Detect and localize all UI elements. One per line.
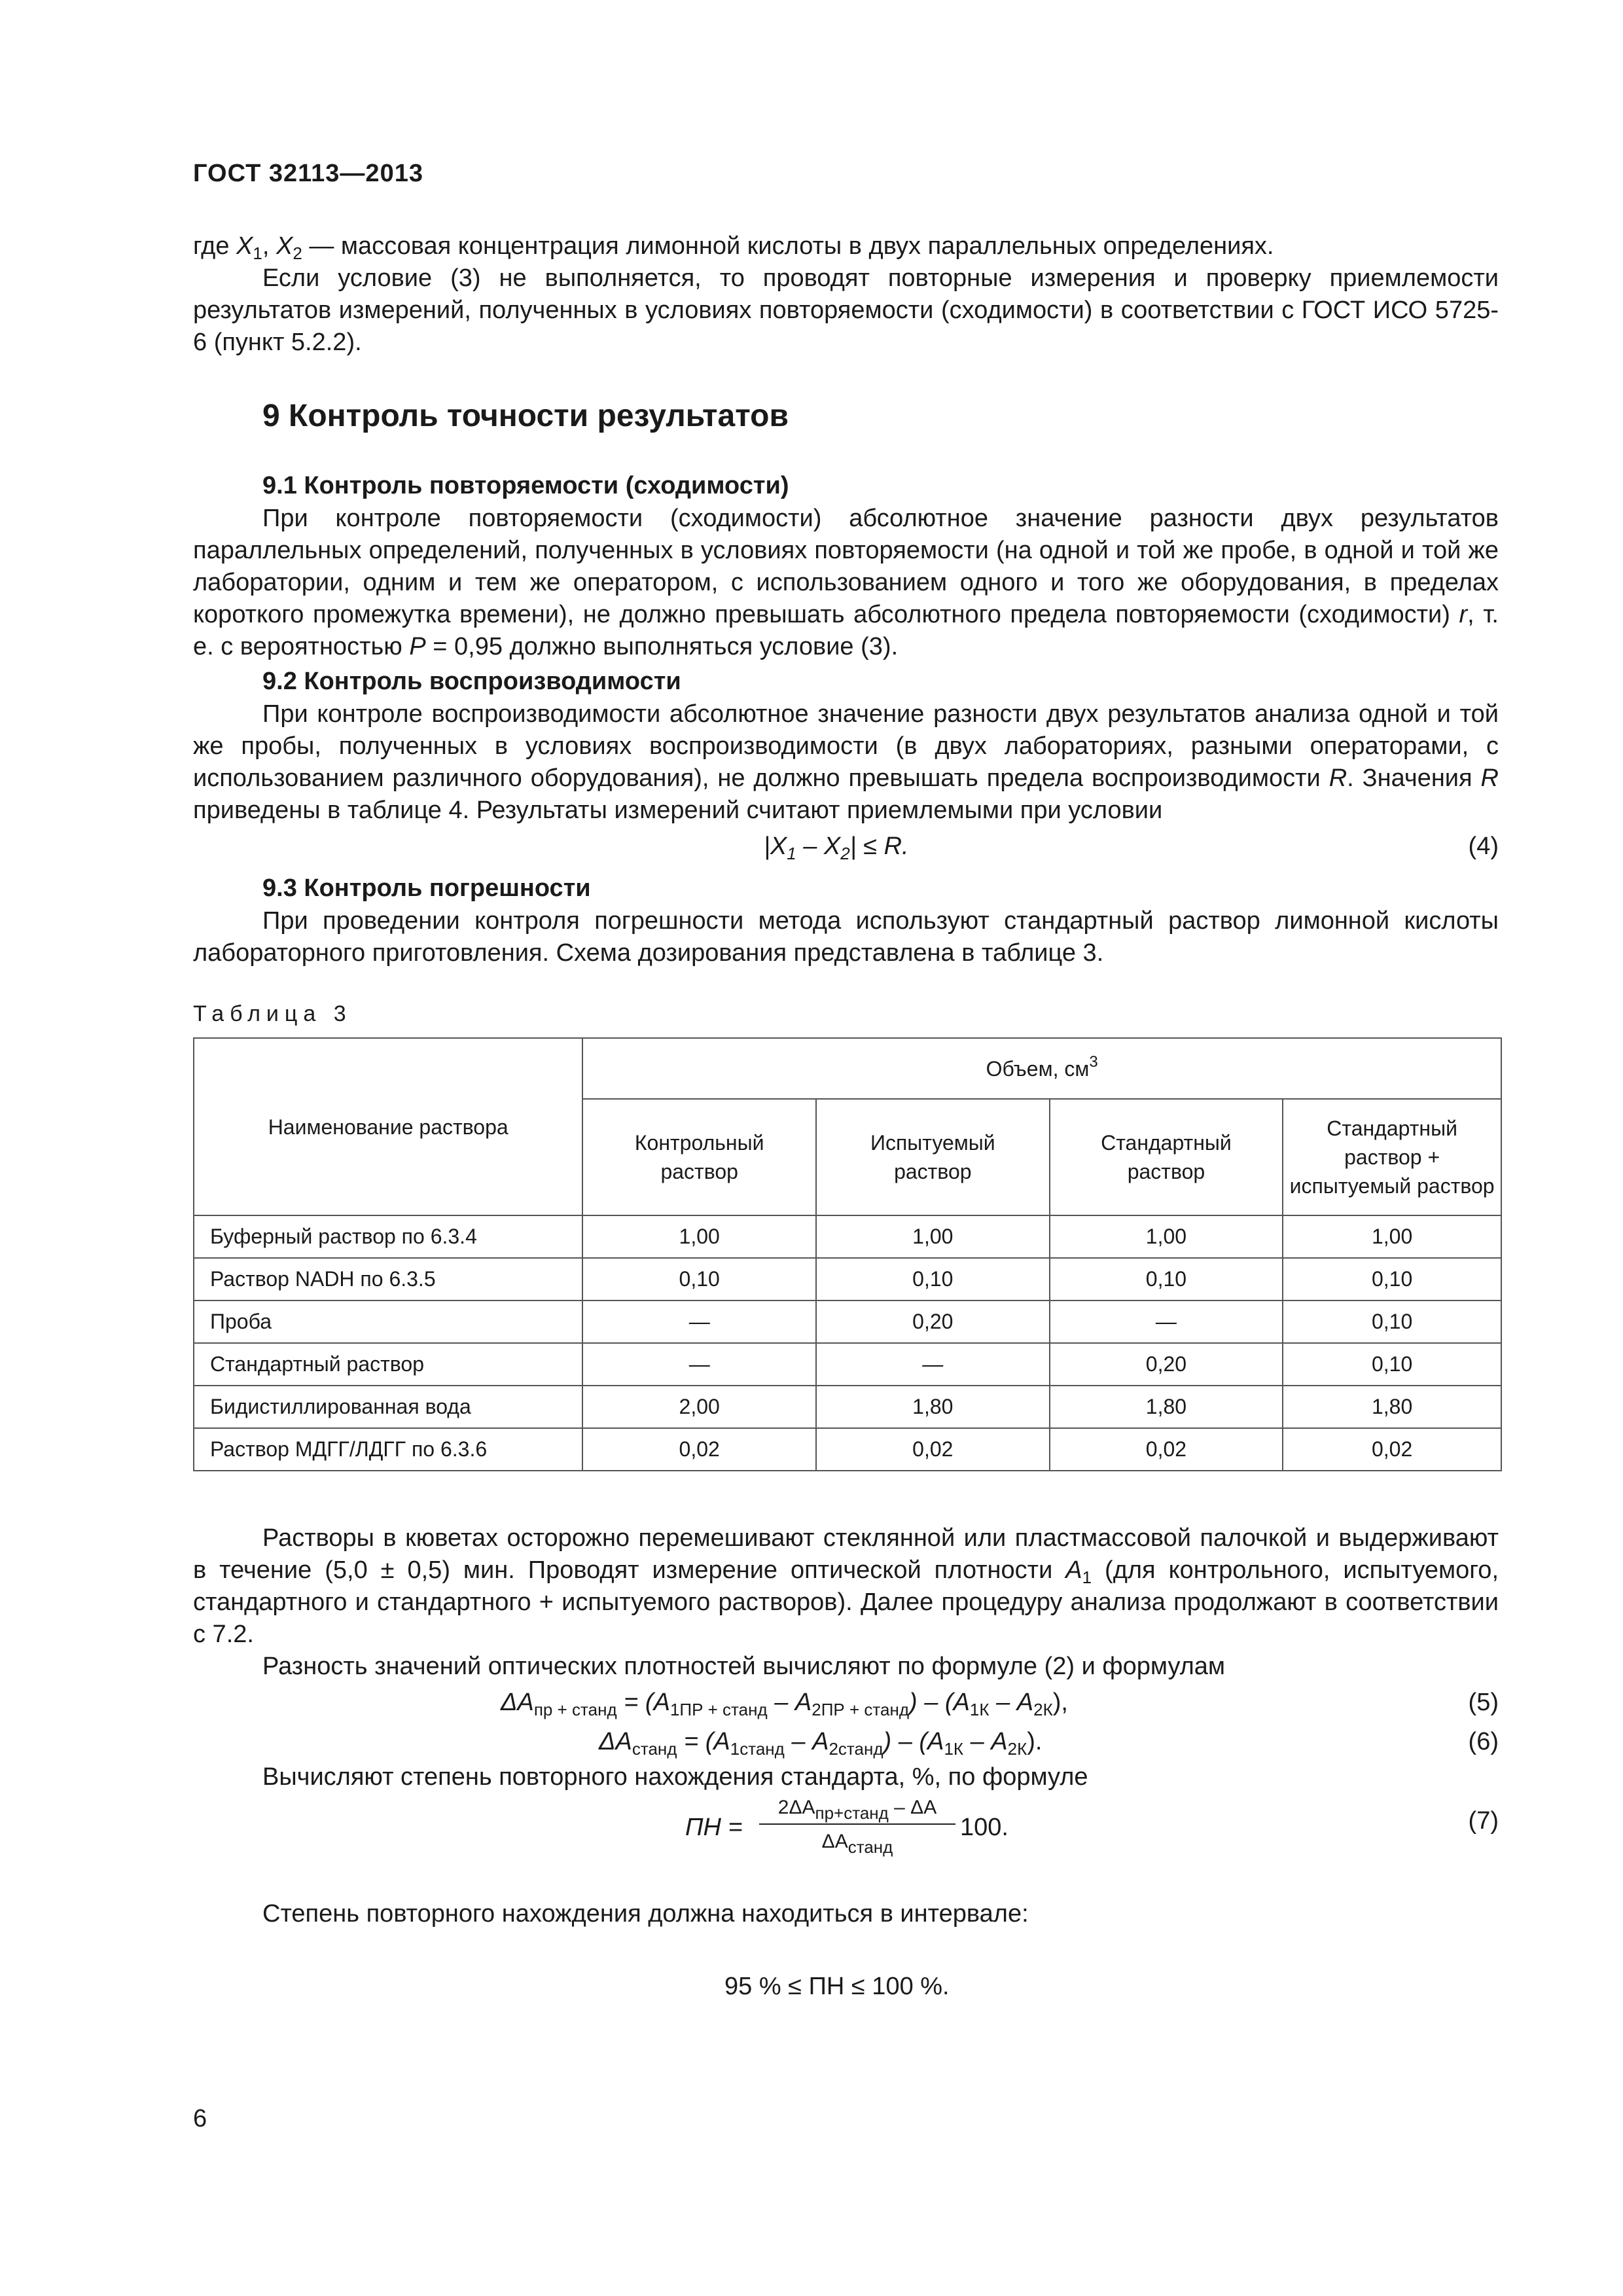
formula-4-expression: $|X_1 - X_2| \le R$. xyxy=(764,833,909,863)
formula-7-lhs: ПН = xyxy=(685,1814,743,1841)
table-head-volume: Объем, $см^3$ xyxy=(582,1038,1501,1099)
formula-4 xyxy=(193,827,1499,866)
table-row: Раствор МДГГ/ЛДГГ по 6.3.6 0,02 0,02 0,02 0,02 xyxy=(194,1428,1501,1471)
table-head-col-2: Испытуемый раствор xyxy=(816,1099,1050,1215)
formula-7-tail: 100. xyxy=(960,1814,1008,1841)
page-content xyxy=(193,230,1499,2006)
table-head-col-3: Стандартный раствор xyxy=(1050,1099,1283,1215)
section-9-1-paragraph: При контроле повторяемости (сходимости) абсолютное значение разности двух результатов параллельных определений, полученных в условиях повторяемости (на одной и той же пробе, в одной и той же лаборатории, одним и тем же оператором, с использованием одного и того же оборудования, в пределах короткого промежутка времени), не должно превышать абсолютного предела повторяемости (сходимости) r, т. е. с вероятностью P = 0,95 должно выполняться условие (3). xyxy=(193,505,1499,660)
table-3-title: Таблица 3 xyxy=(193,1001,352,1026)
table-row: Проба — 0,20 — 0,10 xyxy=(194,1300,1501,1343)
table-head-name: Наименование раствора xyxy=(194,1038,582,1215)
formula-7-number: (7) xyxy=(1468,1807,1499,1835)
intro-paragraph: Если условие (3) не выполняется, то проводят повторные измерения и проверку приемлемости результатов измерений, полученных в условиях повторяемости (сходимости) в соответствии с ГОСТ ИСО 5725-6 (пункт 5.2.2). xyxy=(193,264,1499,356)
formula-6-expression: $\Delta A_{станд} = (A_{1станд} - A_{2станд}) - (A_{1К} - A_{2К})$. xyxy=(599,1728,1043,1759)
section-9-3-title: 9.3 Контроль погрешности xyxy=(262,874,591,902)
section-9-3-paragraph: При проведении контроля погрешности метода используют стандартный раствор лимонной кислоты лабораторного приготовления. Схема дозирования представлена в таблице 3. xyxy=(193,907,1499,967)
section-9-2-title: 9.2 Контроль воспроизводимости xyxy=(262,668,681,695)
interval-expression: 95 % ≤ ПН ≤ 100 %. xyxy=(724,1973,950,2000)
section-9-1-title: 9.1 Контроль повторяемости (сходимости) xyxy=(262,472,789,499)
formula-5-expression: $\Delta A_{пр + станд} = (A_{1ПР + станд} - A_{2ПР + станд}) - (A_{1К} - A_{2К})$, xyxy=(501,1689,1068,1719)
formulas-intro: Разность значений оптических плотностей вычисляют по формуле (2) и формулам xyxy=(262,1653,1226,1680)
interval-intro: Степень повторного нахождения должна находиться в интервале: xyxy=(262,1900,1029,1928)
page-number: 6 xyxy=(193,2105,207,2132)
formula-4-number: (4) xyxy=(1468,833,1499,860)
formula-6-number: (6) xyxy=(1468,1728,1499,1755)
table-row: Буферный раствор по 6.3.4 1,00 1,00 1,00 1,00 xyxy=(194,1215,1501,1258)
formula-7-intro: Вычисляют степень повторного нахождения стандарта, %, по формуле xyxy=(262,1763,1088,1791)
formula-5-number: (5) xyxy=(1468,1689,1499,1716)
formula-7-fraction xyxy=(759,1793,955,1856)
after-table-paragraph: Растворы в кюветах осторожно перемешивают стеклянной или пластмассовой палочкой и выдерживают в течение (5,0 ± 0,5) мин. Проводят измерение оптической плотности $A_1$ (для контрольного, испытуемого, стандартного и стандартного + испытуемого растворов). Далее процедуру анализа продолжают в соответствии с 7.2. xyxy=(193,1524,1499,1648)
table-head-col-1: Контрольный раствор xyxy=(582,1099,816,1215)
where-line: где $X_1$, $X_2$ — массовая концентрация лимонной кислоты в двух параллельных определениях. xyxy=(193,232,1274,263)
section-9-title: 9 Контроль точности результатов xyxy=(262,399,789,433)
formula-5 xyxy=(193,1683,1499,1722)
document-header: ГОСТ 32113—2013 xyxy=(193,160,423,187)
formula-7-numerator: $2\Delta A_{пр+станд}$ – ΔA xyxy=(759,1793,955,1825)
section-9-2-paragraph: При контроле воспроизводимости абсолютное значение разности двух результатов анализа одной и той же пробы, полученных в условиях воспроизводимости (в двух лабораториях, разными операторами, с использованием различного оборудования), не должно превышать предела воспроизводимости R. Значения R приведены в таблице 4. Результаты измерений считают приемлемыми при условии xyxy=(193,700,1499,824)
table-3 xyxy=(193,1037,1502,1471)
table-row: Раствор NADH по 6.3.5 0,10 0,10 0,10 0,10 xyxy=(194,1258,1501,1300)
table-row: Бидистиллированная вода 2,00 1,80 1,80 1,80 xyxy=(194,1386,1501,1428)
formula-7 xyxy=(193,1793,1499,1892)
formula-7-denominator: $\Delta A_{станд}$ xyxy=(821,1831,893,1857)
formula-6 xyxy=(193,1722,1499,1761)
interval-formula xyxy=(193,1967,1499,2006)
table-head-col-4: Стандартный раствор + испытуемый раствор xyxy=(1283,1099,1501,1215)
table-row: Стандартный раствор — — 0,20 0,10 xyxy=(194,1343,1501,1386)
